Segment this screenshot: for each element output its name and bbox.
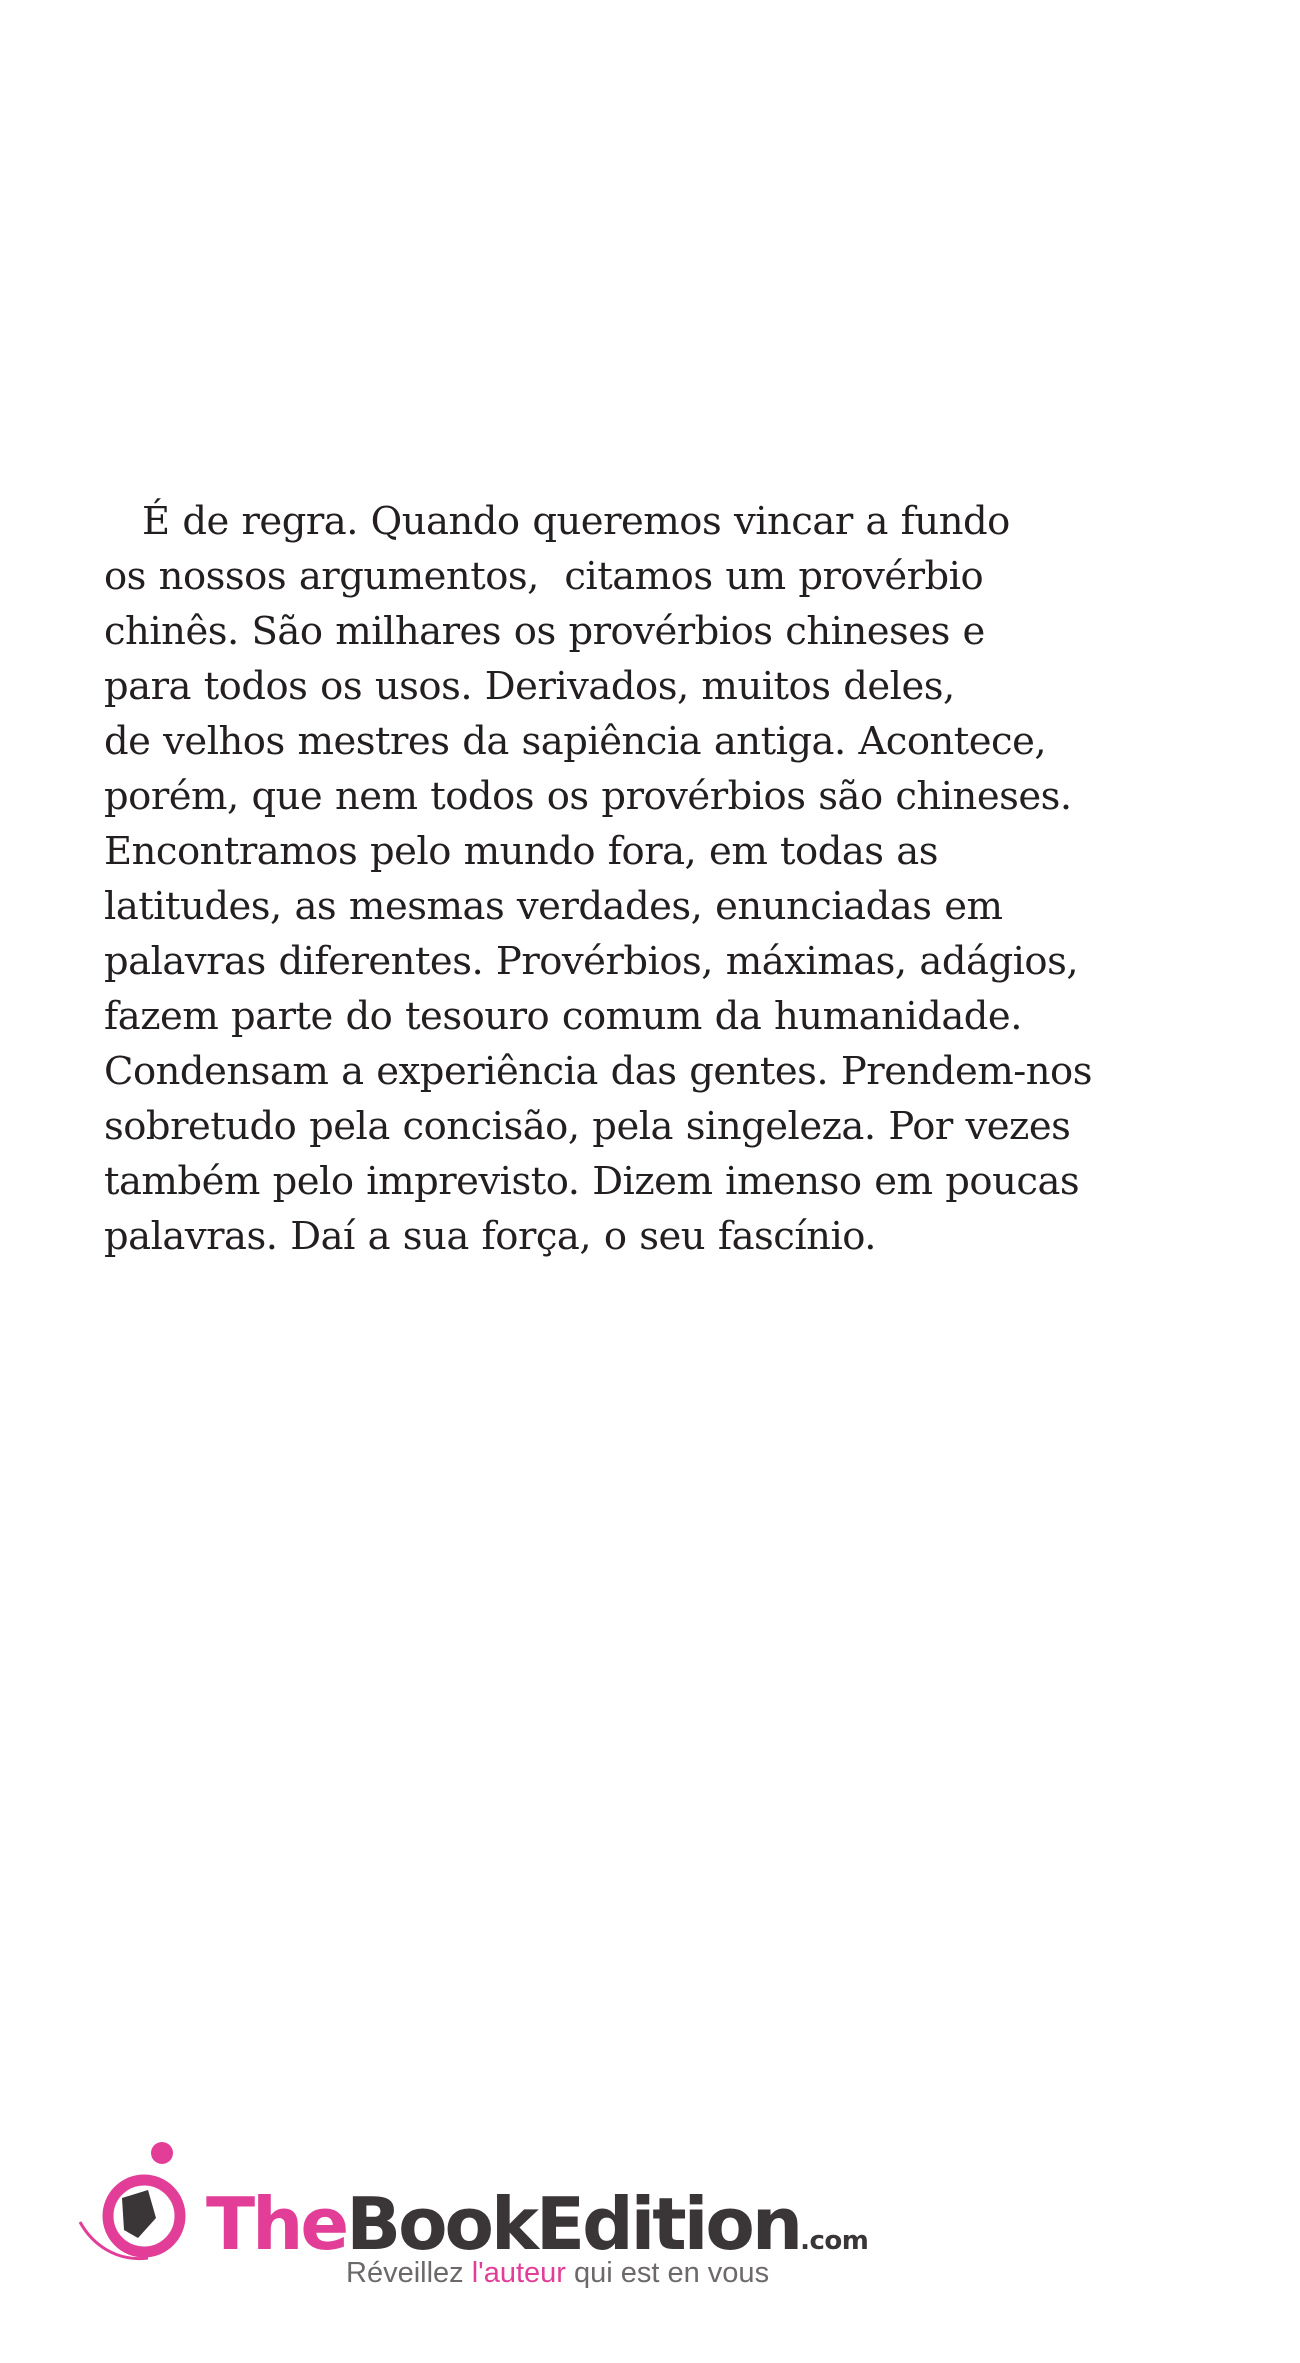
brand-edition: Edition — [535, 2182, 801, 2266]
tagline-post: qui est en vous — [565, 2257, 770, 2289]
paragraph-line: de velhos mestres da sapiência antiga. Acontece, — [104, 719, 1047, 764]
paragraph-line: fazem parte do tesouro comum da humanidade. — [104, 994, 1022, 1039]
paragraph-line: palavras. Daí a sua força, o seu fascínio. — [104, 1214, 877, 1259]
publisher-logo — [78, 2140, 878, 2290]
paragraph-line: também pelo imprevisto. Dizem imenso em poucas — [104, 1159, 1080, 1204]
paragraph-line: porém, que nem todos os provérbios são chineses. — [104, 774, 1072, 819]
paragraph-line: chinês. São milhares os provérbios chineses e — [104, 609, 985, 654]
tagline-pre: Réveillez — [346, 2257, 472, 2289]
paragraph-line: os nossos argumentos, citamos um provérbio — [104, 554, 984, 599]
brand-tagline — [346, 2256, 769, 2290]
tagline-accent: l'auteur — [471, 2257, 566, 2289]
thebookedition-logo-icon — [78, 2140, 198, 2270]
paragraph-line: para todos os usos. Derivados, muitos deles, — [104, 664, 955, 709]
paragraph-line: sobretudo pela concisão, pela singeleza. Por vezes — [104, 1104, 1071, 1149]
body-paragraph — [104, 494, 1204, 1264]
paragraph-line: Condensam a experiência das gentes. Prendem-nos — [104, 1049, 1092, 1094]
paragraph-line: latitudes, as mesmas verdades, enunciadas em — [104, 884, 1003, 929]
paragraph-line: É de regra. Quando queremos vincar a fundo — [142, 499, 1010, 544]
brand-com: .com — [800, 2226, 869, 2256]
brand-book: Book — [346, 2182, 536, 2266]
paragraph-line: palavras diferentes. Provérbios, máximas, adágios, — [104, 939, 1079, 984]
paragraph-line: Encontramos pelo mundo fora, em todas as — [104, 829, 939, 874]
brand-the: The — [206, 2182, 347, 2266]
